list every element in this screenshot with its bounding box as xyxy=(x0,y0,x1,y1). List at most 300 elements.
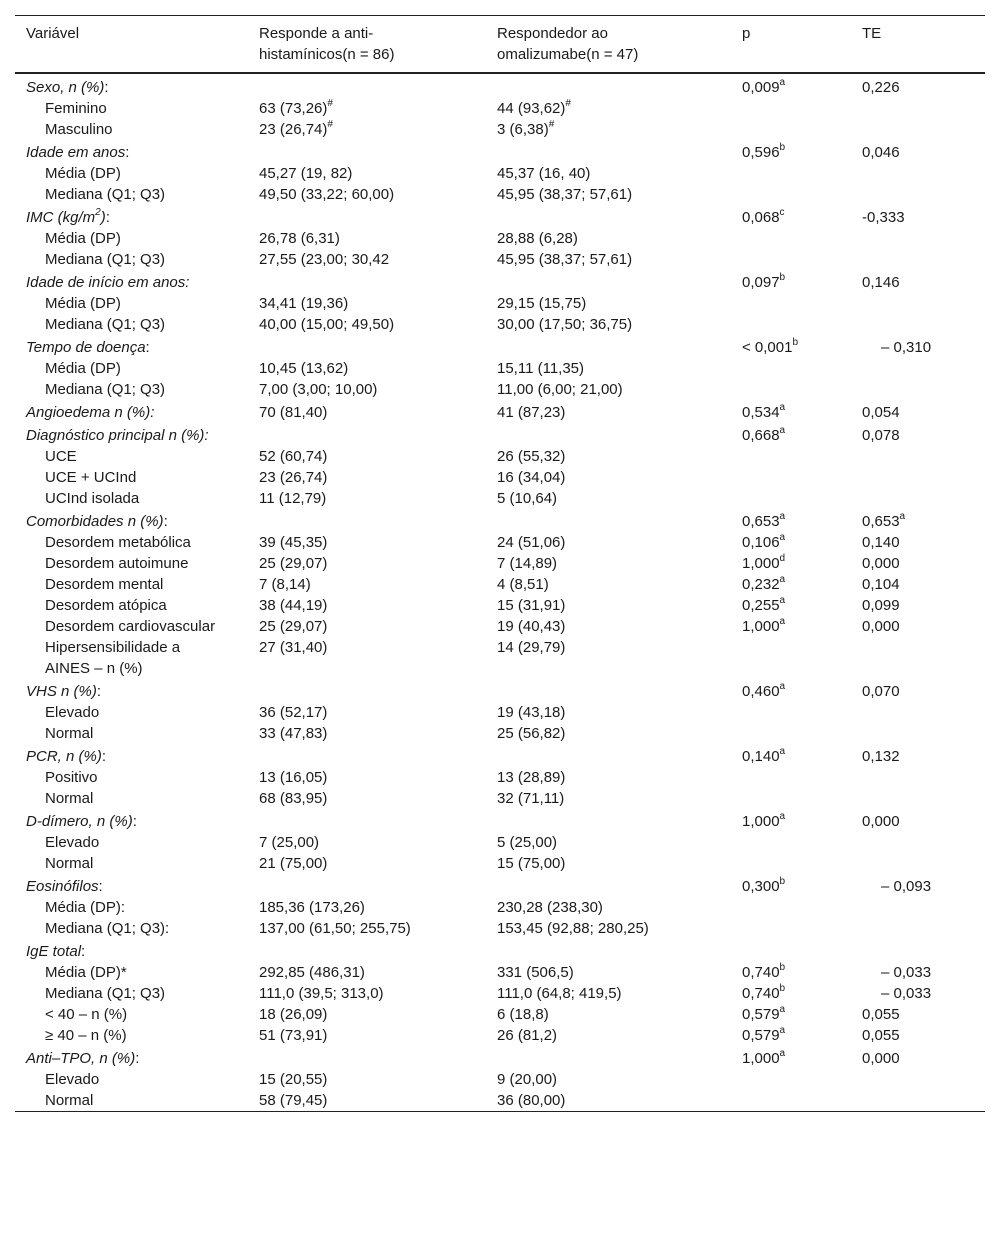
table-group-row xyxy=(15,509,985,532)
p-value xyxy=(731,616,851,637)
antihistamine-value xyxy=(248,270,486,293)
omalizumab-value xyxy=(486,335,731,358)
antihistamine-value xyxy=(248,983,486,1004)
omalizumab-value xyxy=(486,1025,731,1046)
omalizumab-value xyxy=(486,832,731,853)
p-value xyxy=(731,1090,851,1112)
cell-value: 25 (56,82) xyxy=(497,725,566,742)
cell-value: – 0,033 xyxy=(881,964,932,981)
footnote-marker: a xyxy=(779,1048,786,1059)
omalizumab-value xyxy=(486,1004,731,1025)
variable-name: UCE xyxy=(45,448,77,465)
effect-size xyxy=(851,270,985,293)
omalizumab-value xyxy=(486,962,731,983)
effect-size xyxy=(851,853,985,874)
antihistamine-value xyxy=(248,723,486,744)
cell-value: 5 (10,64) xyxy=(497,490,558,507)
variable-name: Feminino xyxy=(45,100,107,117)
variable-label xyxy=(15,809,248,832)
table-row xyxy=(15,163,985,184)
footnote-marker: a xyxy=(899,511,906,522)
cell-value: 0,070 xyxy=(862,683,900,700)
variable-label xyxy=(15,983,248,1004)
omalizumab-value xyxy=(486,1069,731,1090)
variable-name: VHS n (%) xyxy=(26,683,97,700)
omalizumab-value xyxy=(486,532,731,553)
effect-size xyxy=(851,140,985,163)
variable-name: Mediana (Q1; Q3) xyxy=(45,186,166,203)
variable-name: Média (DP) xyxy=(45,360,121,377)
variable-name: IMC (kg/m xyxy=(26,209,96,226)
variable-label xyxy=(15,293,248,314)
header-p-value: p xyxy=(742,25,751,42)
footnote-marker: b xyxy=(792,337,799,348)
table-row xyxy=(15,228,985,249)
effect-size xyxy=(851,574,985,595)
variable-label xyxy=(15,1025,248,1046)
variable-label xyxy=(15,184,248,205)
antihistamine-value xyxy=(248,874,486,897)
variable-name: Normal xyxy=(45,725,94,742)
variable-name: Desordem autoimune xyxy=(45,555,189,572)
header-effect-size: TE xyxy=(862,25,882,42)
antihistamine-value xyxy=(248,595,486,616)
cell-value: 28,88 (6,28) xyxy=(497,230,578,247)
antihistamine-value xyxy=(248,400,486,423)
p-value xyxy=(731,400,851,423)
p-value xyxy=(731,595,851,616)
variable-label xyxy=(15,918,248,939)
table-group-row xyxy=(15,1046,985,1069)
variable-name: Angioedema n (%): xyxy=(26,404,155,421)
variable-name: Mediana (Q1; Q3) xyxy=(45,381,166,398)
antihistamine-value xyxy=(248,205,486,228)
cell-value: 7 (25,00) xyxy=(259,834,320,851)
effect-size xyxy=(851,1004,985,1025)
p-value xyxy=(731,293,851,314)
cell-value: 1,000 xyxy=(742,1050,780,1067)
table-row xyxy=(15,897,985,918)
footnote-marker: a xyxy=(779,77,786,88)
omalizumab-value xyxy=(486,1090,731,1112)
cell-value: – 0,093 xyxy=(881,878,932,895)
table-body xyxy=(15,73,985,1112)
variable-label xyxy=(15,723,248,744)
omalizumab-value xyxy=(486,400,731,423)
omalizumab-value xyxy=(486,702,731,723)
antihistamine-value xyxy=(248,119,486,140)
table-row xyxy=(15,119,985,140)
variable-name: ≥ 40 – n (%) xyxy=(45,1027,127,1044)
omalizumab-value xyxy=(486,205,731,228)
cell-value: 0,232 xyxy=(742,576,780,593)
footnote-marker: a xyxy=(779,532,786,543)
omalizumab-value xyxy=(486,616,731,637)
cell-value: 0,099 xyxy=(862,597,900,614)
cell-value: 45,27 (19, 82) xyxy=(259,165,353,182)
cell-value: 45,95 (38,37; 57,61) xyxy=(497,186,633,203)
omalizumab-value xyxy=(486,679,731,702)
omalizumab-value xyxy=(486,853,731,874)
omalizumab-value xyxy=(486,423,731,446)
label-colon: : xyxy=(104,79,109,96)
variable-label xyxy=(15,335,248,358)
variable-label xyxy=(15,98,248,119)
antihistamine-value xyxy=(248,73,486,98)
antihistamine-value xyxy=(248,488,486,509)
effect-size xyxy=(851,939,985,962)
variable-name: Média (DP): xyxy=(45,899,126,916)
omalizumab-value xyxy=(486,874,731,897)
footnote-marker: 2 xyxy=(95,207,101,218)
effect-size xyxy=(851,767,985,788)
variable-name: Positivo xyxy=(45,769,98,786)
cell-value: 0,596 xyxy=(742,144,780,161)
footnote-marker: c xyxy=(779,207,785,218)
variable-label xyxy=(15,488,248,509)
effect-size xyxy=(851,918,985,939)
p-value xyxy=(731,488,851,509)
variable-name: Masculino xyxy=(45,121,113,138)
label-colon: : xyxy=(81,943,86,960)
table-row xyxy=(15,832,985,853)
variable-label xyxy=(15,702,248,723)
omalizumab-value xyxy=(486,723,731,744)
footnote-marker: # xyxy=(327,119,333,130)
table-row xyxy=(15,1004,985,1025)
effect-size xyxy=(851,98,985,119)
p-value xyxy=(731,767,851,788)
omalizumab-value xyxy=(486,73,731,98)
table-header xyxy=(15,16,985,74)
footnote-marker: a xyxy=(779,746,786,757)
cell-value: 18 (26,09) xyxy=(259,1006,328,1023)
cell-value: 16 (34,04) xyxy=(497,469,566,486)
cell-value: 0,146 xyxy=(862,274,900,291)
variable-name: Hipersensibilidade a AINES – n (%) xyxy=(45,639,181,677)
antihistamine-value xyxy=(248,897,486,918)
table-row xyxy=(15,553,985,574)
effect-size xyxy=(851,446,985,467)
antihistamine-value xyxy=(248,314,486,335)
cell-value: 13 (16,05) xyxy=(259,769,328,786)
omalizumab-value xyxy=(486,446,731,467)
footnote-marker: a xyxy=(779,402,786,413)
effect-size xyxy=(851,532,985,553)
footnote-marker: a xyxy=(779,574,786,585)
table-row xyxy=(15,467,985,488)
label-colon: : xyxy=(145,339,150,356)
variable-name: Média (DP) xyxy=(45,230,121,247)
omalizumab-value xyxy=(486,767,731,788)
antihistamine-value xyxy=(248,228,486,249)
cell-value: 23 (26,74) xyxy=(259,469,328,486)
cell-value: 32 (71,11) xyxy=(497,790,565,807)
cell-value: 137,00 (61,50; 255,75) xyxy=(259,920,411,937)
variable-label xyxy=(15,400,248,423)
cell-value: 0,668 xyxy=(742,427,780,444)
cell-value: 111,0 (39,5; 313,0) xyxy=(259,985,384,1002)
table-row xyxy=(15,788,985,809)
cell-value: 0,000 xyxy=(862,618,900,635)
table-row xyxy=(15,532,985,553)
cell-value: 0,653 xyxy=(862,513,900,530)
omalizumab-value xyxy=(486,897,731,918)
table-row xyxy=(15,1090,985,1112)
p-value xyxy=(731,119,851,140)
effect-size xyxy=(851,119,985,140)
cell-value: 68 (83,95) xyxy=(259,790,328,807)
variable-label xyxy=(15,832,248,853)
effect-size xyxy=(851,679,985,702)
cell-value: 39 (45,35) xyxy=(259,534,328,551)
variable-name: Mediana (Q1; Q3): xyxy=(45,920,170,937)
effect-size xyxy=(851,553,985,574)
variable-label xyxy=(15,962,248,983)
antihistamine-value xyxy=(248,853,486,874)
table-group-row xyxy=(15,270,985,293)
cell-value: 40,00 (15,00; 49,50) xyxy=(259,316,395,333)
omalizumab-value xyxy=(486,918,731,939)
footnote-marker: a xyxy=(779,681,786,692)
p-value xyxy=(731,637,851,679)
p-value xyxy=(731,1004,851,1025)
omalizumab-value xyxy=(486,553,731,574)
cell-value: 26 (81,2) xyxy=(497,1027,558,1044)
variable-label xyxy=(15,358,248,379)
footnote-marker: a xyxy=(779,811,786,822)
p-value xyxy=(731,832,851,853)
variable-name: UCInd isolada xyxy=(45,490,140,507)
effect-size xyxy=(851,962,985,983)
table-row xyxy=(15,1025,985,1046)
cell-value: 25 (29,07) xyxy=(259,555,328,572)
variable-name: Média (DP) xyxy=(45,165,121,182)
p-value xyxy=(731,446,851,467)
cell-value: 0,000 xyxy=(862,555,900,572)
p-value xyxy=(731,983,851,1004)
p-value xyxy=(731,679,851,702)
footnote-marker: a xyxy=(779,425,786,436)
variable-name: Elevado xyxy=(45,834,100,851)
footnote-marker: b xyxy=(779,142,786,153)
table-group-row xyxy=(15,73,985,98)
cell-value: 49,50 (33,22; 60,00) xyxy=(259,186,395,203)
cell-value: 36 (80,00) xyxy=(497,1092,566,1109)
variable-name: Elevado xyxy=(45,1071,100,1088)
effect-size xyxy=(851,163,985,184)
variable-label xyxy=(15,205,248,228)
cell-value: 51 (73,91) xyxy=(259,1027,328,1044)
antihistamine-value xyxy=(248,939,486,962)
omalizumab-value xyxy=(486,163,731,184)
effect-size xyxy=(851,249,985,270)
antihistamine-value xyxy=(248,423,486,446)
label-colon: : xyxy=(98,878,103,895)
p-value xyxy=(731,574,851,595)
variable-name: Idade em anos xyxy=(26,144,126,161)
cell-value: 25 (29,07) xyxy=(259,618,328,635)
cell-value: – 0,033 xyxy=(881,985,932,1002)
effect-size xyxy=(851,616,985,637)
antihistamine-value xyxy=(248,163,486,184)
variable-name: Normal xyxy=(45,790,94,807)
variable-label xyxy=(15,897,248,918)
cell-value: 38 (44,19) xyxy=(259,597,328,614)
cell-value: 0,055 xyxy=(862,1006,900,1023)
variable-name: Média (DP) xyxy=(45,295,121,312)
variable-label xyxy=(15,853,248,874)
cell-value: 0,740 xyxy=(742,964,780,981)
p-value xyxy=(731,98,851,119)
omalizumab-value xyxy=(486,228,731,249)
table-group-row xyxy=(15,809,985,832)
cell-value: 52 (60,74) xyxy=(259,448,328,465)
variable-label xyxy=(15,1090,248,1112)
p-value xyxy=(731,897,851,918)
table-row xyxy=(15,637,985,679)
table-group-row xyxy=(15,205,985,228)
cell-value: 0,140 xyxy=(862,534,900,551)
cell-value: 0,000 xyxy=(862,1050,900,1067)
variable-name: IgE total xyxy=(26,943,82,960)
cell-value: 0,054 xyxy=(862,404,900,421)
cell-value: 0,104 xyxy=(862,576,900,593)
table-row xyxy=(15,379,985,400)
antihistamine-value xyxy=(248,702,486,723)
effect-size xyxy=(851,702,985,723)
variable-name: Sexo, n (%) xyxy=(26,79,105,96)
effect-size xyxy=(851,1025,985,1046)
variable-label xyxy=(15,379,248,400)
effect-size xyxy=(851,293,985,314)
effect-size xyxy=(851,423,985,446)
variable-label xyxy=(15,270,248,293)
p-value xyxy=(731,853,851,874)
table-row xyxy=(15,488,985,509)
effect-size xyxy=(851,379,985,400)
cell-value: 1,000 xyxy=(742,813,780,830)
variable-label xyxy=(15,788,248,809)
cell-value: 9 (20,00) xyxy=(497,1071,558,1088)
cell-value: 10,45 (13,62) xyxy=(259,360,349,377)
label-colon: : xyxy=(101,748,107,765)
cell-value: 0,078 xyxy=(862,427,900,444)
cell-value: 0,579 xyxy=(742,1006,780,1023)
antihistamine-value xyxy=(248,637,486,679)
table-group-row xyxy=(15,400,985,423)
table-row xyxy=(15,983,985,1004)
antihistamine-value xyxy=(248,744,486,767)
footnote-marker: a xyxy=(779,511,786,522)
p-value xyxy=(731,184,851,205)
label-colon: : xyxy=(132,813,137,830)
effect-size xyxy=(851,1069,985,1090)
cell-value: 70 (81,40) xyxy=(259,404,328,421)
effect-size xyxy=(851,832,985,853)
footnote-marker: a xyxy=(779,595,786,606)
cell-value: 1,000 xyxy=(742,618,780,635)
cell-value: 41 (87,23) xyxy=(497,404,566,421)
table-row xyxy=(15,446,985,467)
antihistamine-value xyxy=(248,1004,486,1025)
table-row xyxy=(15,249,985,270)
cell-value: 0,132 xyxy=(862,748,900,765)
variable-name: Normal xyxy=(45,1092,94,1109)
effect-size xyxy=(851,637,985,679)
footnote-marker: # xyxy=(327,98,333,109)
antihistamine-value xyxy=(248,788,486,809)
cell-value: 292,85 (486,31) xyxy=(259,964,365,981)
variable-label xyxy=(15,73,248,98)
cell-value: 0,140 xyxy=(742,748,780,765)
p-value xyxy=(731,1025,851,1046)
cell-value: 45,37 (16, 40) xyxy=(497,165,591,182)
omalizumab-value xyxy=(486,184,731,205)
p-value xyxy=(731,702,851,723)
table-row xyxy=(15,314,985,335)
cell-value: 13 (28,89) xyxy=(497,769,566,786)
omalizumab-value xyxy=(486,637,731,679)
antihistamine-value xyxy=(248,962,486,983)
omalizumab-value xyxy=(486,809,731,832)
cell-value: 15 (31,91) xyxy=(497,597,566,614)
cell-value: 14 (29,79) xyxy=(497,639,566,656)
cell-value: 44 (93,62) xyxy=(497,100,566,117)
variable-name: Diagnóstico principal n (%): xyxy=(26,427,209,444)
cell-value: 26,78 (6,31) xyxy=(259,230,340,247)
p-value xyxy=(731,140,851,163)
antihistamine-value xyxy=(248,249,486,270)
omalizumab-value xyxy=(486,983,731,1004)
cell-value: 26 (55,32) xyxy=(497,448,566,465)
omalizumab-value xyxy=(486,1046,731,1069)
antihistamine-value xyxy=(248,1090,486,1112)
cell-value: 0,068 xyxy=(742,209,780,226)
effect-size xyxy=(851,228,985,249)
cell-value: 3 (6,38) xyxy=(497,121,549,138)
table-row xyxy=(15,293,985,314)
variable-name: Comorbidades n (%) xyxy=(26,513,164,530)
effect-size xyxy=(851,467,985,488)
variable-name: D-dímero, n (%) xyxy=(26,813,133,830)
omalizumab-value xyxy=(486,467,731,488)
p-value xyxy=(731,962,851,983)
cell-value: 7 (8,14) xyxy=(259,576,311,593)
omalizumab-value xyxy=(486,744,731,767)
antihistamine-value xyxy=(248,379,486,400)
p-value xyxy=(731,314,851,335)
p-value xyxy=(731,874,851,897)
omalizumab-value xyxy=(486,574,731,595)
antihistamine-value xyxy=(248,574,486,595)
footnote-marker: a xyxy=(779,1004,786,1015)
p-value xyxy=(731,379,851,400)
antihistamine-value xyxy=(248,767,486,788)
table-row xyxy=(15,853,985,874)
variable-label xyxy=(15,1004,248,1025)
table-row xyxy=(15,358,985,379)
variable-label xyxy=(15,874,248,897)
footnote-marker: b xyxy=(779,983,786,994)
cell-value: 0,653 xyxy=(742,513,780,530)
variable-name: Desordem metabólica xyxy=(45,534,191,551)
omalizumab-value xyxy=(486,509,731,532)
table-group-row xyxy=(15,140,985,163)
cell-value: 111,0 (64,8; 419,5) xyxy=(497,985,622,1002)
effect-size xyxy=(851,983,985,1004)
effect-size xyxy=(851,358,985,379)
